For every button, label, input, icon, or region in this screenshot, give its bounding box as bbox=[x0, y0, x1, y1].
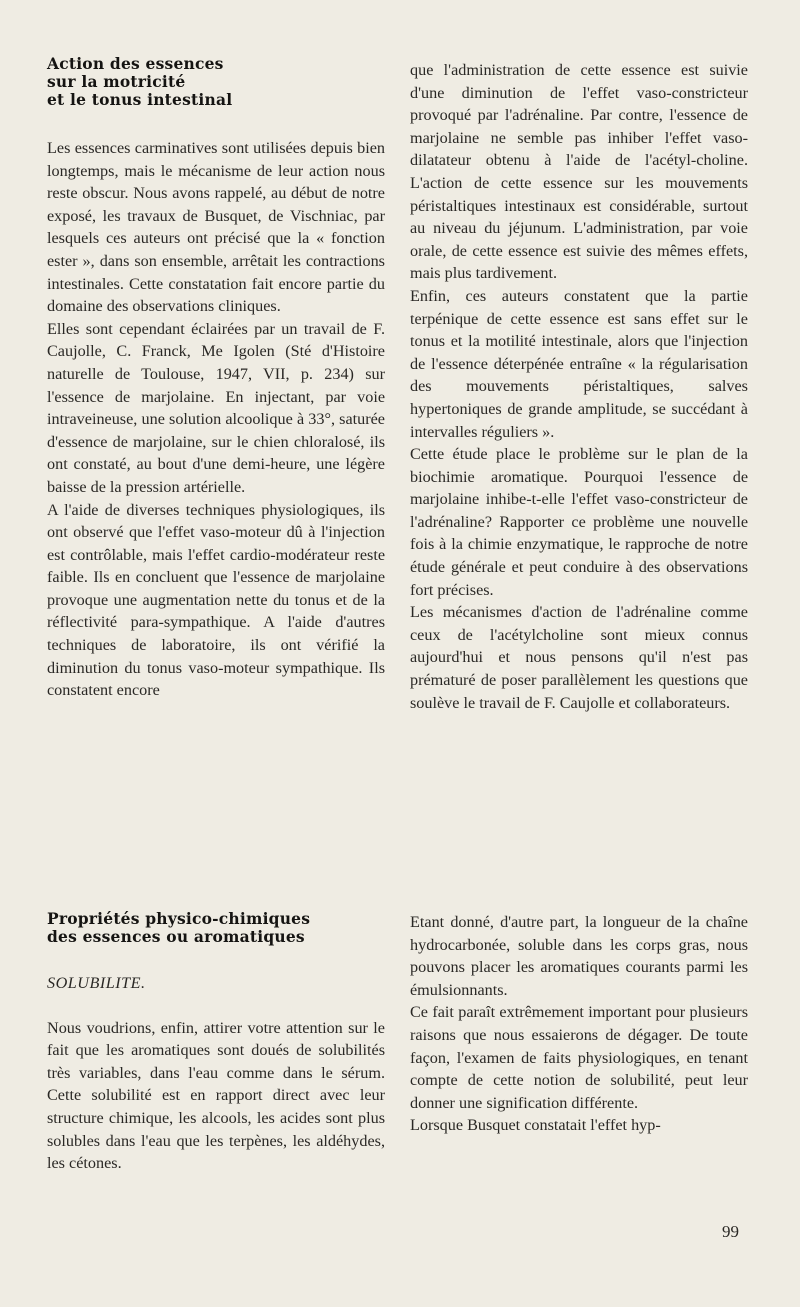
section2-right-column bbox=[410, 911, 748, 1137]
section1-left-column bbox=[47, 55, 385, 702]
page-number: 99 bbox=[722, 1222, 739, 1241]
paragraph: Les essences carminatives sont utilisées depuis bien longtemps, mais le mécanisme de leur action nous reste obscur. Nous avons rappelé, au début de notre exposé, les travaux de Busquet, de Vischniac, par lesquels ces auteurs ont précisé que la « fonction ester », dans son ensemble, arrêtait les contractions intestinales. Cette constatation fait encore partie du domaine des observations cliniques. bbox=[47, 139, 385, 316]
paragraph: Nous voudrions, enfin, attirer votre attention sur le fait que les aromatiques sont doués de solubilités très variables, dans l'eau comme dans le sérum. Cette solubilité est en rapport direct avec leur structure chimique, les alcools, les acides sont plus solubles dans l'eau que les terpènes, les aldéhydes, les cétones. bbox=[47, 1018, 385, 1173]
section2-heading-line: des essences ou aromatiques bbox=[47, 927, 305, 946]
section2-heading-line: Propriétés physico-chimiques bbox=[47, 909, 311, 928]
paragraph: Enfin, ces auteurs constatent que la partie terpénique de cette essence est sans effet sur le tonus et la motilité intestinale, alors que l'injection de l'essence déterpénée entraîne « la régularisation des mouvements péristaltiques, salves hypertoniques de grande amplitude, se succédant à intervalles réguliers ». bbox=[410, 286, 748, 441]
paragraph: Etant donné, d'autre part, la longueur de la chaîne hydrocarbonée, soluble dans les corps gras, nous pouvons placer les aromatiques courants parmi les émulsionnants. bbox=[410, 913, 748, 999]
section1-heading-line: sur la motricité bbox=[47, 72, 186, 91]
section2-subheading: SOLUBILITE. bbox=[47, 974, 146, 992]
paragraph: A l'aide de diverses techniques physiologiques, ils ont observé que l'effet vaso-moteur dû à l'injection est contrôlable, mais l'effet cardio-modérateur reste faible. Ils en concluent que l'essence de marjolaine provoque une augmentation nette du tonus et de la réflectivité para-sympathique. A l'aide d'autres techniques de laboratoire, ils ont vérifié la diminution du tonus vaso-moteur sympathique. Ils constatent encore bbox=[47, 500, 385, 700]
paragraph: Elles sont cependant éclairées par un travail de F. Caujolle, C. Franck, Me Igolen (Sté d'Histoire naturelle de Toulouse, 1947, VII, p. 234) sur l'essence de marjolaine. En injectant, par voie intraveineuse, une solution alcoolique à 33°, saturée d'essence de marjolaine, sur le chien chloralosé, ils ont constaté, au bout d'une demi-heure, une légère baisse de la pression artérielle. bbox=[47, 319, 385, 496]
paragraph: que l'administration de cette essence est suivie d'une diminution de l'effet vaso-constricteur provoqué par l'adrénaline. Par contre, l'essence de marjolaine ne semble pas inhiber l'effet vaso-dilatateur obtenu à l'aide de l'acétyl-choline. L'action de cette essence sur les mouvements péristaltiques intestinaux est considérable, surtout au niveau du jéjunum. L'administration, par voie orale, de cette essence est suivie des mêmes effets, mais plus tardivement. bbox=[410, 61, 748, 283]
paragraph: Lorsque Busquet constatait l'effet hyp- bbox=[410, 1116, 661, 1135]
section1-heading-line: Action des essences bbox=[47, 54, 224, 73]
paragraph: Cette étude place le problème sur le plan de la biochimie aromatique. Pourquoi l'essence de marjolaine inhibe-t-elle l'effet vaso-constricteur de l'adrénaline? Rapporter ce problème une nouvelle fois à la chimie enzymatique, le rapproche de notre étude générale et peut conduire à des observations fort précises. bbox=[410, 445, 748, 599]
paragraph: Les mécanismes d'action de l'adrénaline comme ceux de l'acétylcholine sont mieux connus aujourd'hui et nous pensons qu'il n'est pas prématuré de poser parallèlement les questions que soulève le travail de F. Caujolle et collaborateurs. bbox=[410, 603, 748, 712]
section2-left-column bbox=[47, 910, 385, 1175]
section2-heading bbox=[47, 910, 385, 946]
paragraph: Ce fait paraît extrêmement important pour plusieurs raisons que nous essaierons de dégager. De toute façon, l'examen de faits physiologiques, en tenant compte de cette notion de solubilité, peut leur donner une signification différente. bbox=[410, 1003, 748, 1112]
section1-heading-line: et le tonus intestinal bbox=[47, 90, 233, 109]
section1-right-column bbox=[410, 59, 748, 714]
section1-heading bbox=[47, 55, 385, 109]
